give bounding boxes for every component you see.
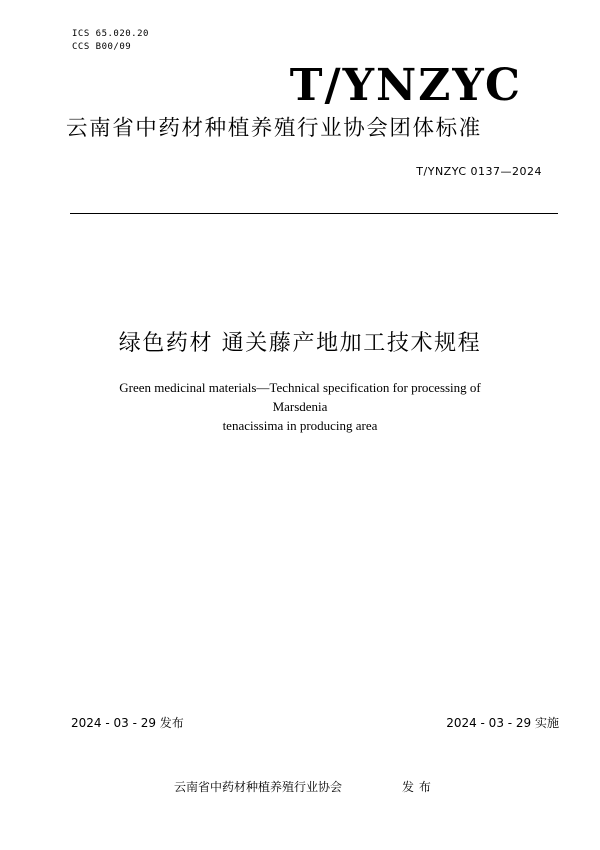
document-title-chinese: 绿色药材 通关藤产地加工技术规程 <box>118 331 482 356</box>
organization-title: 云南省中药材种植养殖行业协会团体标准 <box>66 116 482 141</box>
ccs-code: CCS B00/09 <box>72 42 132 52</box>
standard-code: T/YNZYC <box>289 60 522 111</box>
header-divider <box>70 213 558 214</box>
document-title-english <box>95 378 505 435</box>
english-title-line-2: tenacissima in producing area <box>222 418 378 433</box>
implementation-date: 2024 - 03 - 29 实施 <box>446 716 559 730</box>
english-title-line-1: Green medicinal materials—Technical specification for processing of Marsdenia <box>119 380 481 414</box>
release-date: 2024 - 03 - 29 发布 <box>71 716 184 730</box>
ics-code: ICS 65.020.20 <box>72 29 149 39</box>
publish-label: 发 布 <box>402 780 432 794</box>
issuer-name: 云南省中药材种植养殖行业协会 <box>174 780 343 794</box>
standard-number: T/YNZYC 0137—2024 <box>416 165 542 178</box>
